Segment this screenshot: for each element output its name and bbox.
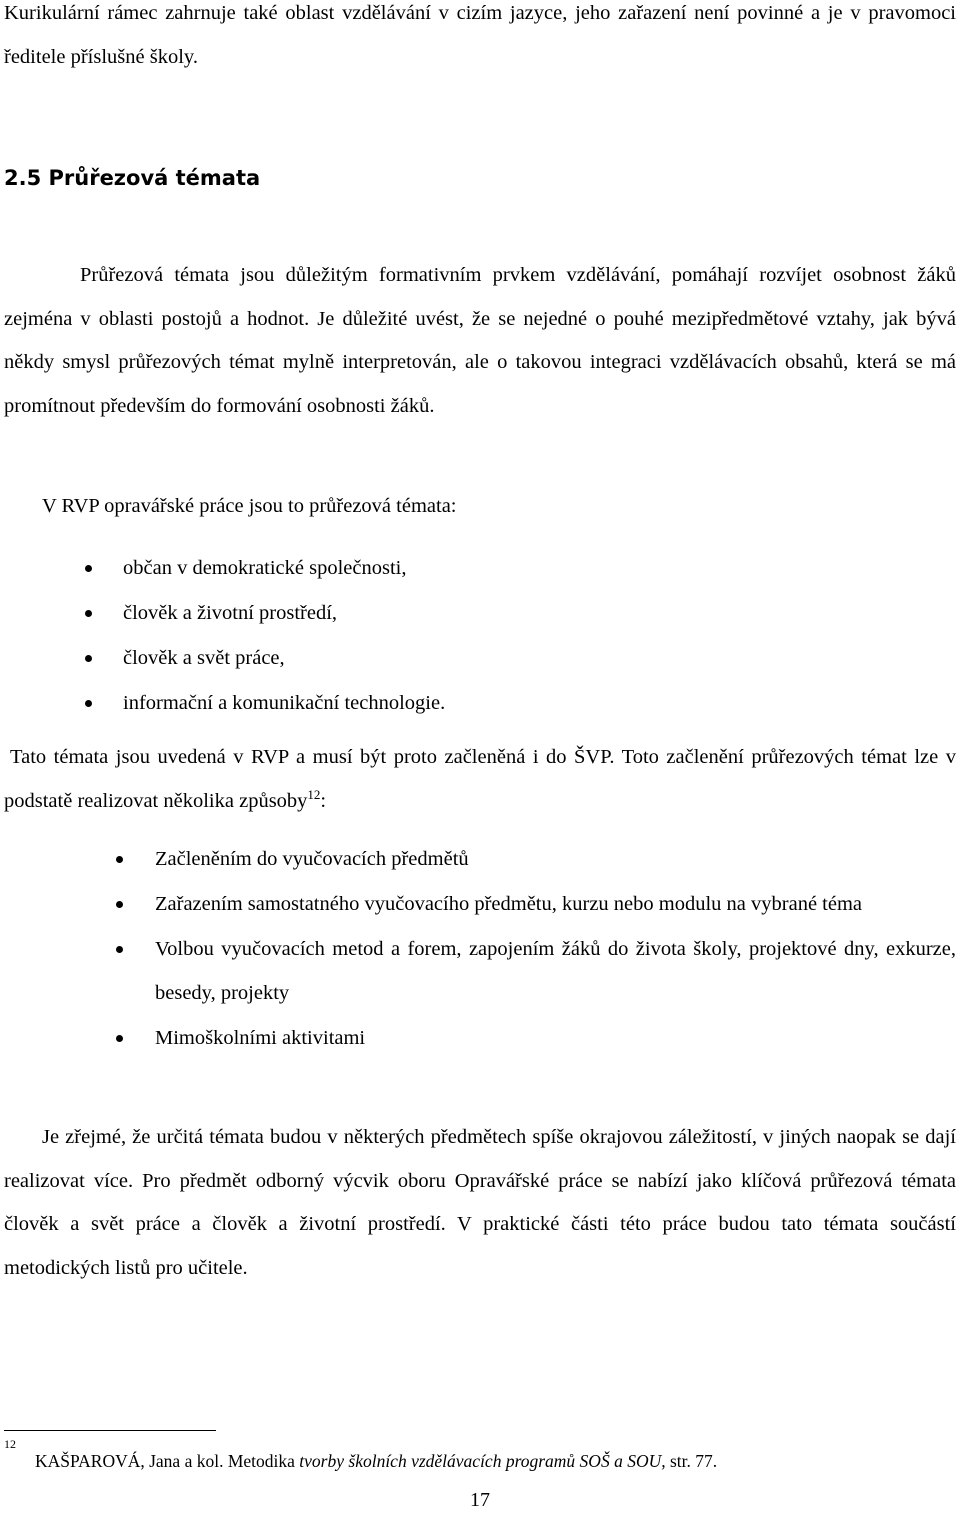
paragraph-integration xyxy=(4,736,956,823)
footnote-text xyxy=(35,1449,717,1473)
list-item xyxy=(123,681,623,726)
bullet-icon xyxy=(85,700,92,707)
bullet-icon xyxy=(116,856,123,863)
page-number: 17 xyxy=(470,1489,490,1511)
footnote-title-prefix: Metodika xyxy=(227,1451,295,1471)
list-item xyxy=(155,838,956,882)
footnote-author: KAŠPAROVÁ, Jana a kol. xyxy=(35,1451,224,1471)
paragraph-integration-tail: : xyxy=(320,789,327,812)
list-item-label: občan v demokratické společnosti, xyxy=(123,557,407,579)
bullet-icon xyxy=(116,946,123,953)
bullet-icon xyxy=(116,901,123,908)
list-item xyxy=(155,883,956,927)
paragraph-conclusion: Je zřejmé, že určitá témata budou v některých předmětech spíše okrajovou záležitostí, v jiných naopak se dají realizovat více. Pro předmět odborný výcvik oboru Opravářské práce se nabízí jako klíčová průřezová témata člověk a svět práce a člověk a životní prostředí. V praktické části této práce budou tato témata součástí metodických listů pro učitele. xyxy=(4,1126,956,1280)
footnote-mark: 12 xyxy=(4,1437,16,1451)
list-item xyxy=(155,1017,956,1061)
list-item-label: Volbou vyučovacích metod a forem, zapojením žáků do života školy, projektové dny, exkurze, besedy, projekty xyxy=(155,938,956,1004)
list-item-label: Mimoškolními aktivitami xyxy=(155,1026,366,1049)
list-item xyxy=(123,591,623,636)
bullet-icon xyxy=(85,565,92,572)
footnote-reference[interactable]: 12 xyxy=(307,786,321,802)
rvp-intro-paragraph: V RVP opravářské práce jsou to průřezová témata: xyxy=(42,495,457,517)
intro-paragraph: Kurikulární rámec zahrnuje také oblast vzdělávání v cizím jazyce, jeho zařazení není povinné a je v pravomoci ředitele příslušné školy. xyxy=(4,2,956,68)
list-item xyxy=(123,546,623,591)
rvp-topics-list xyxy=(123,546,623,726)
bullet-icon xyxy=(116,1035,123,1042)
paragraph-cross-curricular-themes: Průřezová témata jsou důležitým formativním prvkem vzdělávání, pomáhají rozvíjet osobnost žáků zejména v oblasti postojů a hodnot. Je důležité uvést, že se nejedné o pouhé mezipředmětové vztahy, jak bývá někdy smysl průřezových témat mylně interpretován, ale o takovou integraci vzdělávacích obsahů, která se má promítnout především do formování osobnosti žáků. xyxy=(4,264,956,418)
paragraph-integration-text: Tato témata jsou uvedená v RVP a musí být proto začleněná i do ŠVP. Toto začlenění průřezových témat lze v podstatě realizovat několika způsoby xyxy=(4,746,956,812)
footnote-title: tvorby školních vzdělávacích programů SOŠ a SOU, xyxy=(299,1451,666,1471)
list-item-label: Zařazením samostatného vyučovacího předmětu, kurzu nebo modulu na vybrané téma xyxy=(155,893,863,916)
footnote-pages: str. 77. xyxy=(669,1451,718,1471)
list-item-label: člověk a svět práce, xyxy=(123,647,285,669)
integration-methods-list xyxy=(155,838,956,1062)
list-item-label: člověk a životní prostředí, xyxy=(123,602,338,624)
footnote-divider xyxy=(4,1430,216,1431)
bullet-icon xyxy=(85,655,92,662)
bullet-icon xyxy=(85,610,92,617)
list-item xyxy=(123,636,623,681)
section-heading: 2.5 Průřezová témata xyxy=(4,166,261,190)
list-item-label: informační a komunikační technologie. xyxy=(123,692,446,714)
list-item-label: Začleněním do vyučovacích předmětů xyxy=(155,848,469,870)
list-item xyxy=(155,928,956,1015)
